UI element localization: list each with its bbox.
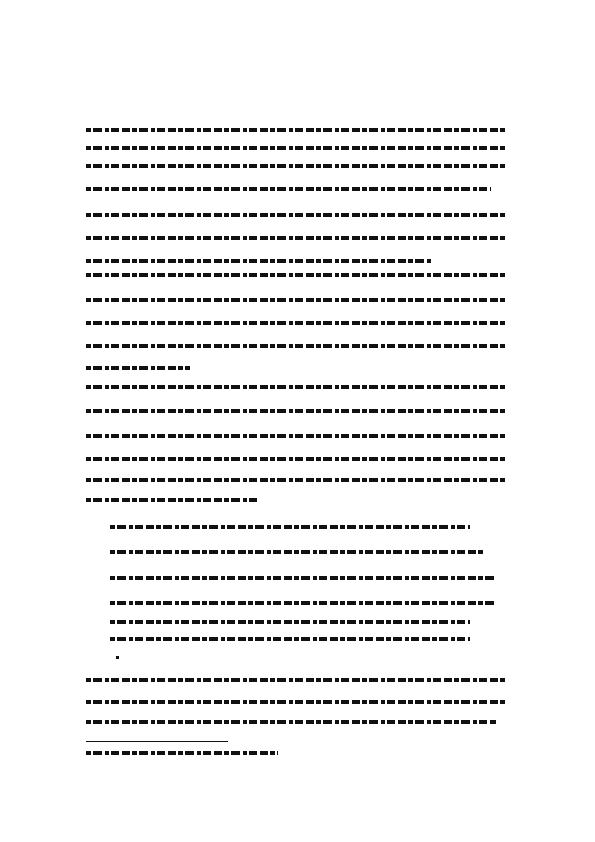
bullet-dot [116,656,119,659]
footnote-rule [86,741,228,742]
text-line [86,164,507,168]
text-line [86,434,507,438]
text-line [110,620,470,624]
text-line [86,457,507,461]
text-line [86,321,507,325]
footnote-line [86,751,278,755]
text-line [110,637,470,641]
text-line [86,366,190,370]
text-line [86,498,260,502]
text-line [86,236,507,240]
text-line [110,601,495,605]
text-line [86,344,507,348]
text-line [86,273,507,277]
text-line [86,478,507,482]
text-line [86,720,496,724]
text-line [86,298,507,302]
text-line [86,678,507,682]
text-line [110,525,470,529]
text-line [86,128,507,132]
text-line [86,146,507,150]
text-line [86,187,491,191]
text-line [110,576,495,580]
text-line [110,550,484,554]
text-line [86,213,507,217]
text-line [86,409,507,413]
text-line [86,700,507,704]
text-line [86,385,507,389]
text-line [86,259,432,263]
